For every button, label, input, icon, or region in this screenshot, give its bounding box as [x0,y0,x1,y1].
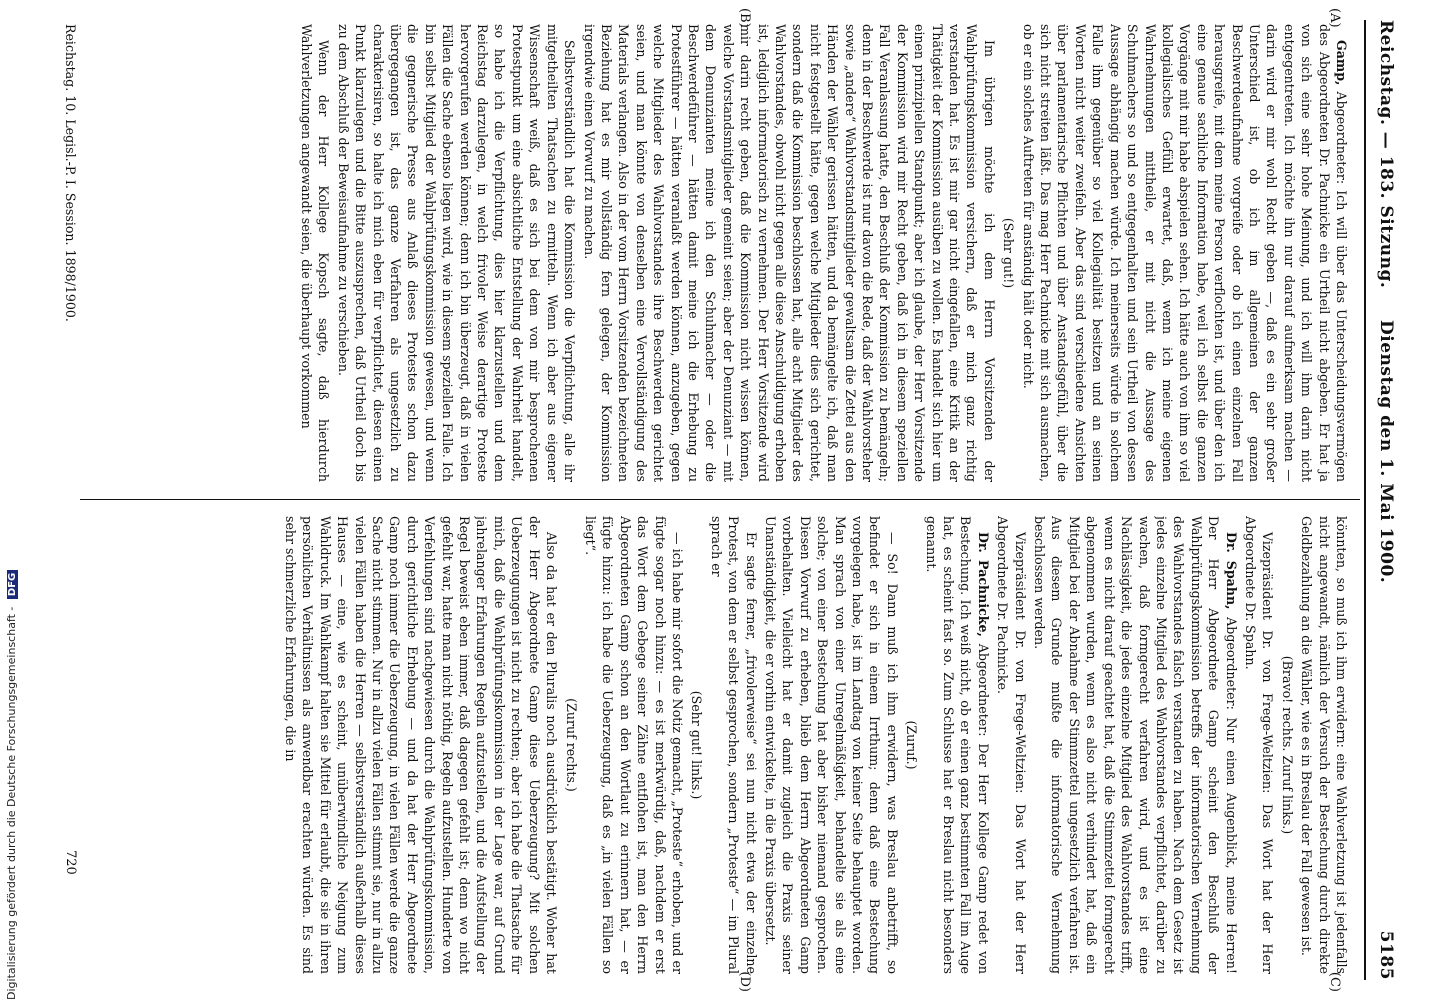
left-text-column [85,24,1350,482]
running-header [1366,20,1400,980]
paragraph [580,24,998,482]
paragraph-text: Vizepräsident Dr. von Frege-Weltzien: Das Wort hat der Herr Abgeordnete Dr. Spahn. [1242,516,1276,974]
paragraph [762,516,901,974]
document-page [22,10,1412,990]
margin-marker-b: (B) [737,8,752,28]
paragraph [922,516,992,974]
paragraph [582,516,686,974]
interjection: (Bravo! rechts. Zuruf links.) [1279,655,1295,835]
interjection: (Zuruf.) [904,720,920,770]
header-page-number: 5185 [1376,930,1396,980]
interjection: (Sehr gut! links.) [689,690,705,800]
paragraph-text: Vizepräsident Dr. von Frege-Weltzien: Das Wort hat der Herr Abgeordnete Dr. Pachnicke. [995,516,1028,974]
bottom-page-number: 720 [63,850,78,875]
header-date: Dienstag den 1. Mai 1900. [1376,320,1396,584]
paragraph [334,24,578,482]
digitization-credit [5,0,23,1000]
interjection: (Sehr gut!) [1001,217,1017,289]
paragraph [298,24,333,482]
speaker-name: Gamp, [1334,40,1349,86]
paragraph [707,516,759,974]
paragraph-text: Abgeordneter: Nur einen Augenblick, meine Herren! Der Herr Abgeordnete Gamp scheint den Beschluß der Wahlprüfungskommission betreffs der informatorischen Vernehmung des Wahlvorstandes falsch verstanden zu haben. Nach dem Gesetz ist jedes einzelne Mitglied des Wahlvorstandes verpflichtet, darüber zu wachen, daß formgerecht verfahren wird, und es ist eine Nachlässigkeit, die jedes einzelne Mitglied des Wahlvorstandes trifft, wenn es nicht darauf geachtet hat, daß die Stimmzettel formgerecht abgenommen wurden, wenn es also nicht verhindert hat, daß ein Mitglied bei der Abnahme der Stimmzettel ungesetzlich verfahren ist. Aus diesem Grunde mußte die informatorische Vernehmung beschlossen werden. [1032,516,1239,974]
session-footer: Reichstag. 10. Legisl.-P. I. Session. 1898/1900. [63,24,78,322]
dfg-logo: DFG [7,570,18,599]
paragraph-text: Wenn der Herr Kollege Kopsch sagte, daß hierdurch Wahlverletzungen angewandt seien, die überhaupt vorkommen [299,24,332,482]
credit-text: Digitalisierung gefördert durch die Deutsche Forschungsgemeinschaft - [5,606,18,1000]
margin-marker-a: (A) [1327,8,1342,28]
interjection: (Zuruf rechts.) [563,698,579,792]
right-text-column [85,516,1350,974]
header-rule [1364,20,1366,980]
paragraph-text: Selbstverständlich hat die Kommission die Verpflichtung, alle ihr mitgetheilten Thatsachen zu ermitteln. Wenn ich aber aus eigener Wissenschaft weiß, daß es sich bei dem von mir besprochenen Protestpunkt um eine absichtliche Entstellung der Wahrheit handelt, so habe ich die Verpflichtung, dies hier klarzustellen und dem Reichstag darzulegen, in welch frivoler Weise derartige Proteste hervorgerufen werden können; denn ich bin überzeugt, daß in vielen Fällen die Sache ebenso liegen wird, wie in diesem speziellen Falle. Ich bin selbst Mitglied der Wahlprüfungskommission gewesen, und wenn die gegnerische Presse aus Anlaß dieses Protestes schon dazu übergegangen ist, das ganze Verfahren als ungesetzlich zu charakterisiren, so halte ich mich eben für verpflichtet, diesen einen Punkt klarzulegen und die Bitte auszusprechen, daß Urtheil doch bis zu dem Abschluß der Beweisaufnahme zu verschieben. [335,24,578,482]
speaker-name: Dr. Spahn, [1223,532,1239,610]
paragraph [1031,516,1240,974]
paragraph-text: — ich habe mir sofort die Notiz gemacht, „Proteste“ erhoben, und er fügte sogar noch hinzu: — es ist merkwürdig, daß, nachdem er erst das Wort dem Gebege seiner Zähne entflohen ist, man den Herrn Abgeordneten Gamp schon an den Wortlaut zu erinnern hat, — er fügte hinzu: ich habe die Ueberzeugung, daß es „in vielen Fällen so liegt“. [582,516,685,974]
paragraph-text: Abgeordneter: Ich will über das Unterscheidungsvermögen des Abgeordneten Dr. Pachnicke ein Urtheil nicht abgeben. Er hat ja von sich eine sehr hohe Meinung, und ich will ihm darin nicht entgegentreten. Ich möchte ihn nur darauf aufmerksam machen — darin wird er mir wohl Recht geben —, daß es ein sehr großer Unterschied ist, ob ich im allgemeinen der ganzen Beschwerdeaufnahme vorgreife oder ob ich einen einzelnen Fall herausgreife, mit dem meine Person verflochten ist, und über den ich eine genaue sachliche Information habe, weil ich selbst die ganzen Vorgänge mit mir habe abspielen sehen. Ich hätte auch von ihm so viel kollegialisches Gefühl erwartet, daß, wenn ich meine eigenen Wahrnehmungen mittheile, er mit nicht die Aussage des Schuhmachers so und so entgegenhalten und sein Urtheil von dessen Aussage abhängig machen würde. Ich meinerseits würde in solchem Falle ihm gegenüber so viel Kollegialität besitzen und an seinen Worten nicht weiter zweifeln. Aber das sind verschiedene Ansichten über parlamentarische Pflichten und über Anstandsgefühl, über die sich nicht streiten läßt. Das mag Herr Pachnicke mit sich ausmachen, ob er ein solches Auftreten für anständig hält oder nicht. [1020,24,1349,482]
speaker-name: Dr. Pachnicke, [975,532,991,637]
paragraph [1019,24,1350,482]
paragraph-text: — So! Dann muß ich ihm erwidern, was Breslau anbetrifft, so befindet er sich in einem Irrthum; denn daß eine Bestechung vorgelegen habe, ist im Landtag von keiner Seite behauptet worden. Man sprach von einer Unregelmäßigkeit, behandelte sie als eine solche; von einer Bestechung hat aber bisher niemand gesprochen. Diesen Vorwurf zu erheben, blieb dem Herrn Abgeordneten Gamp vorbehalten. Vielleicht hat er damit zugleich die Praxis seiner Unanständigkeit, die er vorhin entwickelte, in die Praxis übersetzt. [763,516,900,974]
margin-marker-d: (D) [737,971,752,992]
column-divider [80,499,1360,500]
paragraph [1242,516,1277,974]
paragraph-text: Er sagte ferner, „frivolerweise“ sei nun nicht etwa der einzelne Protest, von dem er selbst gesprochen, sondern „Proteste“ — im Plural sprach er [708,516,759,974]
header-left: Reichstag. — 183. Sitzung. [1376,20,1396,289]
paragraph-text: Also da hat er den Pluralis noch ausdrücklich bestätigt. Woher hat der Herr Abgeordnete Gamp diese Ueberzeugung? Mit solchen Ueberzeugungen ist nicht zu rechten; aber ich habe die Thatsache für mich, daß die Wahlprüfungskommission in der Lage war, auf Grund jahrelanger Erfahrungen Regeln aufzustellen, und die Aufstellung der Regel beweist eben immer, daß dagegen gefehlt ist; denn wo nicht gefehlt war, hatte man nicht nöthig, Regeln aufzustellen. Hunderte von Verfehlungen sind nachgewiesen durch die Wahlprüfungskommission, durch gerichtliche Erhebung — und da hat der Herr Abgeordnete Gamp noch immer die Ueberzeugung, in vielen Fällen werde die ganze Sache nicht stimmen. Nur in allzu vielen Fällen stimmt sie, nur in allzu vielen Fällen haben die Herren — selbstverständlich außerhalb dieses Hauses — eine, wie es scheint, unüberwindliche Neigung zum Wahldruck. Im Wahlkampf halten sie Mittel für erlaubt, die sie in ihren persönlichen Verhältnissen als anwendbar erachten würden. Es sind sehr schmerzliche Erfahrungen, die in [283,516,560,974]
paragraph-text: könnten, so muß ich ihm erwidern: eine Wahlverletzung ist jedenfalls nicht angewandt, nämlich der Versuch der Bestechung durch direkte Geldbezahlung an die Wähler, wie es in Breslau der Fall gewesen ist. [1299,516,1349,974]
paragraph [1298,516,1350,974]
paragraph [282,516,561,974]
margin-marker-c: (C) [1327,971,1342,992]
paragraph [994,516,1029,974]
paragraph-text: Im übrigen möchte ich dem Herrn Vorsitzenden der Wahlprüfungskommission versichern, daß er mich ganz richtig verstanden hat. Es ist mir gar nicht eingefallen, eine Kritik an der Thätigkeit der Kommission ausüben zu wollen. Es handelt sich hier um einen prinzipiellen Standpunkt; aber ich glaube, der Herr Vorsitzende der Kommission wird mir Recht geben, daß ich in diesem speziellen Fall Veranlassung hatte, den Beschluß der Kommission zu bemängeln; denn in der Beschwerde ist nur davon die Rede, daß der Wahlvorsteher sowie „andere“ Wahlvorstandsmitglieder gewaltsam die Zettel aus den Händen der Wähler gerissen hätten, und da bemängelte ich, daß man nicht festgestellt hätte, gegen welche Mitglieder dies sich gerichtet, sondern daß die Kommission beschlossen hat, alle acht Mitglieder des Wahlvorstandes, obwohl nicht gegen alle diese Anschuldigung erhoben ist, lediglich informatorisch zu vernehmen. Der Herr Vorsitzende wird mir darin recht geben, daß die Kommission nicht wissen können, welche Vorstandsmitglieder gemeint seien; aber der Denunziant — mit dem Denunzianten meine ich den Schuhmacher — oder die Beschwerdeführer — hätten damit meine ich die Erhebung zu Protestführer — hätten veranlaßt werden können, anzugeben, gegen welche Mitglieder des Wahlvorstandes ihre Beschwerden gerichtet seien, und man könnte von denselben eine Vervollständigung des Materials verlangen. Also in der vom Herrn Vorsitzenden bezeichneten Beziehung hat es mir vollständig fern gelegen, der Kommission irgendwie einen Vorwurf zu machen. [581,24,997,482]
paragraph-text: Abgeordneter: Der Herr Kollege Gamp redet von Bestechung. Ich weiß nicht, ob er einen ganz bestimmten Fall im Auge hat, es scheint fast so. Zum Schlusse hat er Breslau nicht besonders genannt. [923,516,991,974]
